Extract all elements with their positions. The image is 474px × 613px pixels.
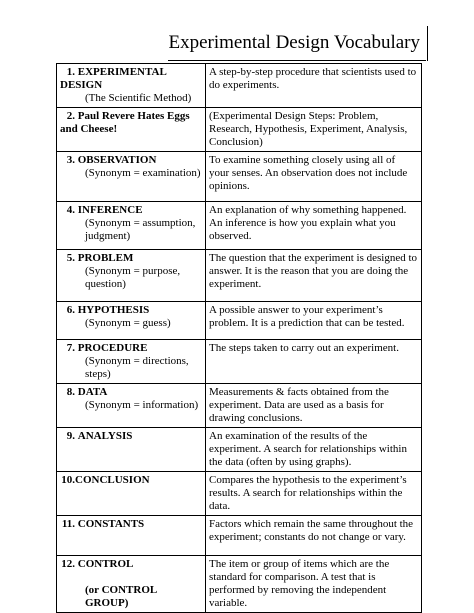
term-number: 6.: [66, 304, 75, 316]
term-name: HYPOTHESIS: [77, 304, 150, 316]
term-cell: [57, 250, 206, 302]
term-name: PROCEDURE: [77, 342, 148, 354]
table-row: [57, 384, 422, 428]
definition-cell: Factors which remain the same throughout the experiment; constants do not change or vary.: [206, 516, 422, 556]
table-row: [57, 516, 422, 556]
term-cell: [57, 152, 206, 202]
term-number: 2.: [66, 110, 75, 122]
term-cell: [57, 384, 206, 428]
term-note: (Synonym = assumption, judgment): [85, 217, 196, 242]
term-note: (Synonym = purpose, question): [85, 265, 181, 290]
term-name: ANALYSIS: [77, 430, 133, 442]
term-cell: [57, 556, 206, 613]
term-cell: [57, 516, 206, 556]
page-title: Experimental Design Vocabulary: [168, 32, 420, 53]
term-number: 7.: [66, 342, 75, 354]
table-row: [57, 64, 422, 108]
term-name: DATA: [77, 386, 108, 398]
term-name: OBSERVATION: [77, 154, 157, 166]
term-note: (or CONTROL GROUP): [85, 584, 157, 609]
definition-cell: A step-by-step procedure that scientists used to do experiments.: [206, 64, 422, 108]
definition-cell: The question that the experiment is designed to answer. It is the reason that you are doing the experiment.: [206, 250, 422, 302]
term-cell: [57, 202, 206, 250]
term-name: EXPERIMENTAL DESIGN: [60, 66, 167, 91]
term-cell: [57, 64, 206, 108]
table-row: [57, 340, 422, 384]
definition-cell: Compares the hypothesis to the experiment’s results. A search for relationships within the data.: [206, 472, 422, 516]
term-number: 5.: [66, 252, 75, 264]
table-row: [57, 152, 422, 202]
title-area: [0, 26, 474, 62]
term-cell: [57, 302, 206, 340]
definition-cell: An explanation of why something happened. An inference is how you explain what you observed.: [206, 202, 422, 250]
term-number: 11.: [61, 518, 75, 530]
term-cell: [57, 472, 206, 516]
term-cell: [57, 428, 206, 472]
table-row: [57, 302, 422, 340]
term-note: (Synonym = information): [85, 399, 199, 411]
term-number: 12.: [61, 558, 75, 570]
term-note: (Synonym = directions, steps): [85, 355, 189, 380]
term-name: CONCLUSION: [75, 474, 150, 486]
term-name: CONTROL: [77, 558, 134, 570]
table-row: [57, 428, 422, 472]
term-number: 10.: [61, 474, 75, 486]
definition-cell: An examination of the results of the experiment. A search for relationships within the data (often by using graphs).: [206, 428, 422, 472]
table-row: [57, 250, 422, 302]
term-name: INFERENCE: [77, 204, 143, 216]
table-row: [57, 556, 422, 613]
definition-cell: Measurements & facts obtained from the experiment. Data are used as a basis for drawing conclusions.: [206, 384, 422, 428]
term-number: 9.: [66, 430, 75, 442]
term-name: PROBLEM: [77, 252, 134, 264]
term-name: Paul Revere Hates Eggs and Cheese!: [60, 110, 190, 135]
title-vertical-bar: [427, 26, 428, 61]
term-number: 8.: [66, 386, 75, 398]
definition-cell: A possible answer to your experiment’s problem. It is a prediction that can be tested.: [206, 302, 422, 340]
vocabulary-table: [56, 63, 422, 613]
term-note: (Synonym = examination): [85, 167, 201, 179]
definition-cell: The steps taken to carry out an experiment.: [206, 340, 422, 384]
table-row: [57, 202, 422, 250]
term-note: (Synonym = guess): [85, 317, 171, 329]
definition-cell: To examine something closely using all of your senses. An observation does not include opinions.: [206, 152, 422, 202]
term-number: 4.: [66, 204, 75, 216]
table-row: [57, 472, 422, 516]
term-number: 1.: [66, 66, 75, 78]
term-cell: [57, 340, 206, 384]
term-cell: [57, 108, 206, 152]
definition-cell: (Experimental Design Steps: Problem, Research, Hypothesis, Experiment, Analysis, Conclusion): [206, 108, 422, 152]
title-underline: [168, 60, 426, 61]
table-row: [57, 108, 422, 152]
term-note: (The Scientific Method): [85, 92, 192, 104]
definition-cell: The item or group of items which are the standard for comparison. A test that is performed by removing the independent variable.: [206, 556, 422, 613]
term-name: CONSTANTS: [77, 518, 145, 530]
term-number: 3.: [66, 154, 75, 166]
